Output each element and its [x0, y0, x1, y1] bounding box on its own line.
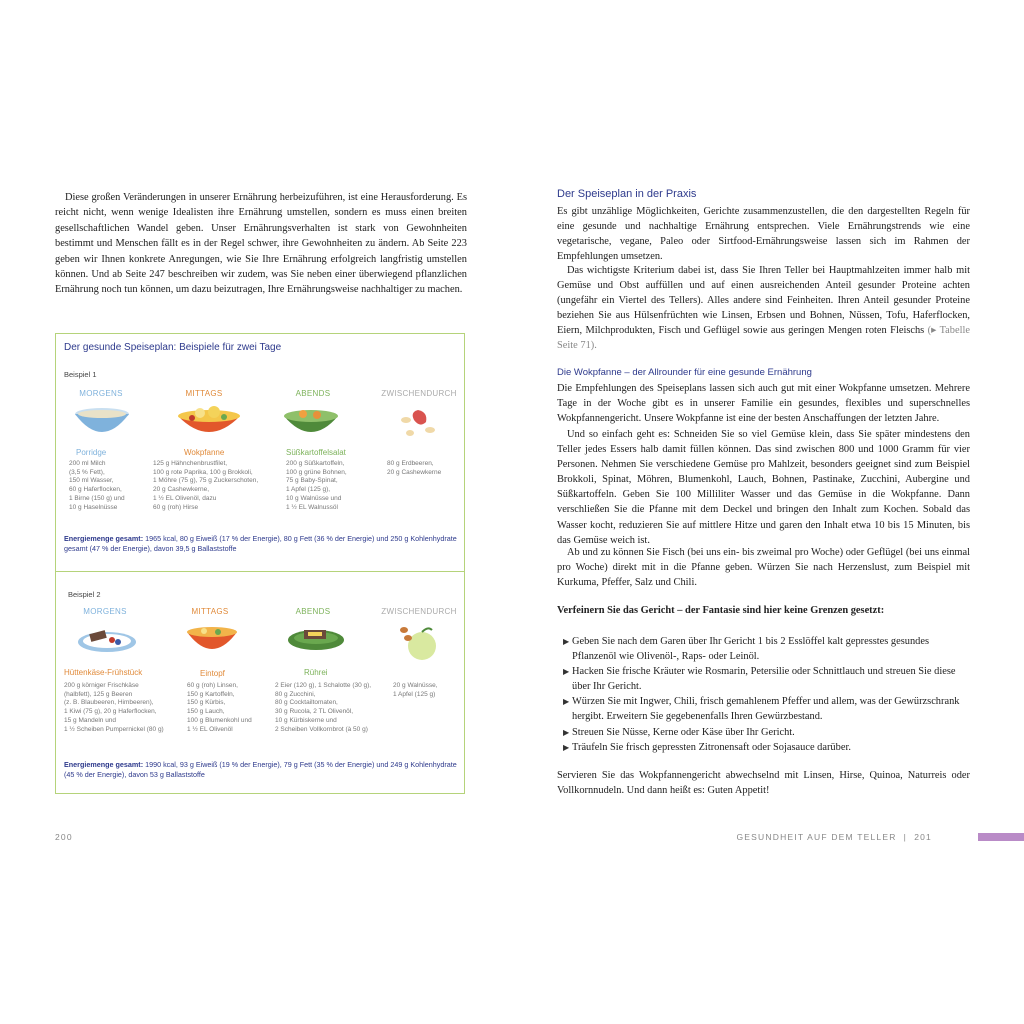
abends-header: ABENDS	[295, 389, 331, 398]
suesskartoffelsalat-icon	[281, 406, 341, 440]
example-2-label: Beispiel 2	[68, 590, 101, 599]
page-number-right: GESUNDHEIT AUF DEM TELLER | 201	[736, 832, 932, 842]
energy-label-1: Energiemenge gesamt:	[64, 534, 144, 543]
dish-eintopf: Eintopf	[200, 669, 225, 678]
folio-color-bar	[978, 833, 1024, 841]
ingredients-wokpfanne: 125 g Hähnchenbrustfilet, 100 g rote Paprika, 100 g Brokkoli, 1 Möhre (75 g), 75 g Zuckerschoten, 20 g Cashewkerne, 1 ½ EL Olivenöl, dazu 60 g (roh) Hirse	[153, 460, 259, 511]
apfel-walnuss-icon	[396, 622, 442, 662]
verfeinern-heading: Verfeinern Sie das Gericht – der Fantasie sind hier keine Grenzen gesetzt:	[557, 605, 885, 616]
arrow-icon: ▶	[563, 742, 570, 752]
example-2-abends	[268, 607, 358, 616]
example-2-mittags	[165, 607, 255, 616]
energy-label-2: Energiemenge gesamt:	[64, 760, 144, 769]
left-intro-paragraph: Diese großen Veränderungen in unserer Ernährung herbeizuführen, ist eine Herausforderung. Es reicht nicht, wenn wenige Idealisten ihre Ernährung umstellen, sondern es muss einen breiten gesellschaftlichen Wandel geben. Unser Ernährungsverhalten ist stark von Gewohnheiten bestimmt und Menschen fällt es in der Regel schwer, ihre Gewohnheiten zu ändern. Ab Seite 223 geben wir Ihnen konkrete Anregungen, wie Sie Ihre Ernährung erfolgreich langfristig umstellen können. Und ab Seite 247 beschreiben wir zudem, was Sie neben einer überwiegend pflanzlichen Ernährung noch tun können, um dazu beizutragen, Ihre Ernährungsweise nachhaltiger zu machen.	[55, 192, 467, 296]
example-divider	[56, 571, 464, 572]
example-1-mittags	[159, 389, 249, 398]
arrow-icon: ▶	[563, 727, 570, 737]
list-item	[563, 694, 963, 724]
arrow-icon: ▶	[563, 697, 570, 707]
list-item-text: Streuen Sie Nüsse, Kerne oder Käse über Ihr Gericht.	[572, 726, 795, 738]
ingredients-ruehrei: 2 Eier (120 g), 1 Schalotte (30 g), 80 g Zucchini, 80 g Cocktailtomaten, 30 g Rucola, 2 TL Olivenöl, 10 g Kürbiskerne und 2 Scheiben Vollkornbrot (à 50 g)	[275, 682, 372, 733]
list-item-text: Hacken Sie frische Kräuter wie Rosmarin, Petersilie oder Schnittlauch und streuen Sie diese über Ihr Gericht.	[572, 666, 956, 693]
example-2-morgens	[60, 607, 150, 616]
example-1-morgens	[56, 389, 146, 398]
closing-paragraph: Servieren Sie das Wokpfannengericht abwechselnd mit Linsen, Hirse, Quinoa, Naturreis oder Vollkornnudeln. Und dann heißt es: Guten Appetit!	[557, 770, 970, 797]
energy-text-2: 1990 kcal, 93 g Eiweiß (19 % der Energie), 79 g Fett (35 % der Energie) und 249 g Kohlenhydrate (45 % der Energie), davon 53 g Ballaststoffe	[64, 760, 457, 779]
wokpfanne-icon	[174, 402, 244, 440]
list-item	[563, 664, 963, 694]
porridge-bowl-icon	[72, 406, 132, 440]
ingredients-snack-1: 80 g Erdbeeren, 20 g Cashewkerne	[387, 460, 442, 476]
ingredients-huettenkaese: 200 g körniger Frischkäse (halbfett), 125 g Beeren (z. B. Blaubeeren, Himbeeren), 1 Kiwi (75 g), 20 g Haferflocken, 15 g Mandeln und 1 ½ Scheiben Pumpernickel (80 g)	[64, 682, 164, 733]
right-paragraph-3: Die Empfehlungen des Speiseplans lassen sich auch gut mit einer Wokpfanne umsetzen. Mehrere Tage in der Woche gibt es in unserer Familie ein gesundes, flexibles und superschnelles Wokpfannengericht. Unsere Wokpfanne ist eine der besten Anschaffungen der letzten Jahre.	[557, 383, 970, 425]
ingredients-eintopf: 60 g (roh) Linsen, 150 g Kartoffeln, 150 g Kürbis, 150 g Lauch, 100 g Blumenkohl und 1 ½ EL Olivenöl	[187, 682, 252, 733]
morgens-header-2: MORGENS	[83, 607, 127, 616]
zwischendurch-header: ZWISCHENDURCH	[381, 389, 457, 398]
example-1-label: Beispiel 1	[64, 370, 97, 379]
meal-plan-box	[55, 333, 465, 794]
eintopf-bowl-icon	[184, 624, 240, 656]
erdbeeren-cashew-icon	[396, 406, 442, 440]
list-item-text: Träufeln Sie frisch gepressten Zitronensaft oder Sojasauce darüber.	[572, 741, 851, 753]
table-reference-link[interactable]: (▸ Tabelle Seite 71).	[557, 325, 970, 352]
energy-summary-1	[64, 534, 459, 554]
zwischendurch-header-2: ZWISCHENDURCH	[381, 607, 457, 616]
right-paragraph-4: Und so einfach geht es: Schneiden Sie so viel Gemüse klein, dass Sie später mindestens den Teller jedes Essers halb damit füllen können. Das sind zwischen 800 und 1000 Gramm für vier Personen. Nehmen Sie verschiedene Gemüse pro Mahlzeit, besonders geeignet sind zum Beispiel Brokkoli, Spinat, Möhren, Blumenkohl, Lauch, Bohnen, Pastinake, Zucchini, Aubergine und Süßkartoffeln. Geben Sie 100 Milliliter Wasser und das Gemüse in die Wokpfanne. Dann verschließen Sie die Pfanne mit dem Deckel und bringen den Inhalt zum Kochen. Sobald das Wasser kocht, reduzieren Sie auf mittlere Hitze und garen den Inhalt etwa 10 bis 15 Minuten, bis das Gemüse weich ist.	[557, 429, 970, 546]
right-paragraph-2	[557, 263, 970, 354]
right-paragraph-2-text: Das wichtigste Kriterium dabei ist, dass Sie Ihren Teller bei Hauptmahlzeiten immer halb mit Gemüse und Obst auffüllen und auf einen ausreichenden Anteil gesunder Proteine achten (ungefähr ein Viertel des Tellers). Alles andere sind Feinheiten. Ihren Anteil gesunder Proteine beziehen Sie aus Hülsenfrüchten wie Linsen, Erbsen und Bohnen, Nüssen, Tofu, Haferflocken, Eiern, Milchprodukten, Fisch und Geflügel sowie aus geringen Mengen roten Fleischs	[557, 265, 970, 337]
mittags-header: MITTAGS	[185, 389, 223, 398]
morgens-header: MORGENS	[79, 389, 123, 398]
ingredients-porridge: 200 ml Milch (3,5 % Fett), 150 ml Wasser, 60 g Haferflocken, 1 Birne (150 g) und 10 g Haselnüsse	[69, 460, 125, 511]
ingredients-suesskartoffelsalat: 200 g Süßkartoffeln, 100 g grüne Bohnen, 75 g Baby-Spinat, 1 Apfel (125 g), 10 g Walnüsse und 1 ½ EL Walnussöl	[286, 460, 347, 511]
energy-summary-2	[64, 760, 459, 780]
ingredients-snack-2: 20 g Walnüsse, 1 Apfel (125 g)	[393, 682, 438, 698]
energy-text-1: 1965 kcal, 80 g Eiweiß (17 % der Energie), 80 g Fett (36 % der Energie) und 250 g Kohlenhydrate gesamt (47 % der Energie), davon 39,5 g Ballaststoffe	[64, 534, 457, 553]
list-item	[563, 634, 963, 664]
arrow-icon: ▶	[563, 637, 570, 646]
right-paragraph-1: Es gibt unzählige Möglichkeiten, Gerichte zusammenzustellen, die den dargestellten Regeln für eine gesunde und nachhaltige Ernährung entsprechen. Viele Ernährungstrends wie eine vegetarische, vegane, Paleo oder Sirtfood-Ernährungsweise lassen sich im Rahmen der Empfehlungen umsetzen.	[557, 206, 970, 263]
abends-header-2: ABENDS	[295, 607, 331, 616]
right-heading: Der Speiseplan in der Praxis	[557, 188, 697, 200]
huettenkaese-plate-icon	[76, 626, 138, 656]
list-item-text: Würzen Sie mit Ingwer, Chili, frisch gemahlenem Pfeffer und allem, was der Gewürzschrank hergibt. Erweitern Sie gegebenenfalls Ihren Gewürzbestand.	[572, 696, 960, 723]
arrow-icon: ▶	[563, 667, 570, 677]
list-item	[563, 740, 963, 755]
example-2-zwischen	[374, 607, 464, 616]
dish-suesskartoffelsalat: Süßkartoffelsalat	[286, 448, 346, 457]
dish-huettenkaese: Hüttenkäse-Frühstück	[64, 668, 143, 677]
list-item-text: Geben Sie nach dem Garen über Ihr Gericht 1 bis 2 Esslöffel kalt gepresstes gesundes Pflanzenöl wie Olivenöl-, Raps- oder Leinöl.	[572, 636, 930, 663]
dish-porridge: Porridge	[76, 448, 107, 457]
ruehrei-plate-icon	[286, 624, 346, 656]
dish-ruehrei: Rührei	[304, 668, 328, 677]
meal-plan-title: Der gesunde Speiseplan: Beispiele für zwei Tage	[64, 342, 282, 353]
mittags-header-2: MITTAGS	[191, 607, 229, 616]
right-paragraph-5: Ab und zu können Sie Fisch (bei uns ein- bis zweimal pro Woche) oder Geflügel (bei uns einmal pro Woche) direkt mit in die Pfanne geben. Würzen Sie nach Herzenslust, zum Beispiel mit Kurkuma, Pfeffer, Salz und Chili.	[557, 547, 970, 589]
list-item	[563, 725, 963, 740]
tips-list	[563, 634, 963, 755]
example-1-abends	[268, 389, 358, 398]
wokpfanne-subheading: Die Wokpfanne – der Allrounder für eine gesunde Ernährung	[557, 367, 812, 378]
example-1-zwischen	[374, 389, 464, 398]
dish-wokpfanne: Wokpfanne	[184, 448, 225, 457]
page-number-left: 200	[55, 832, 73, 842]
